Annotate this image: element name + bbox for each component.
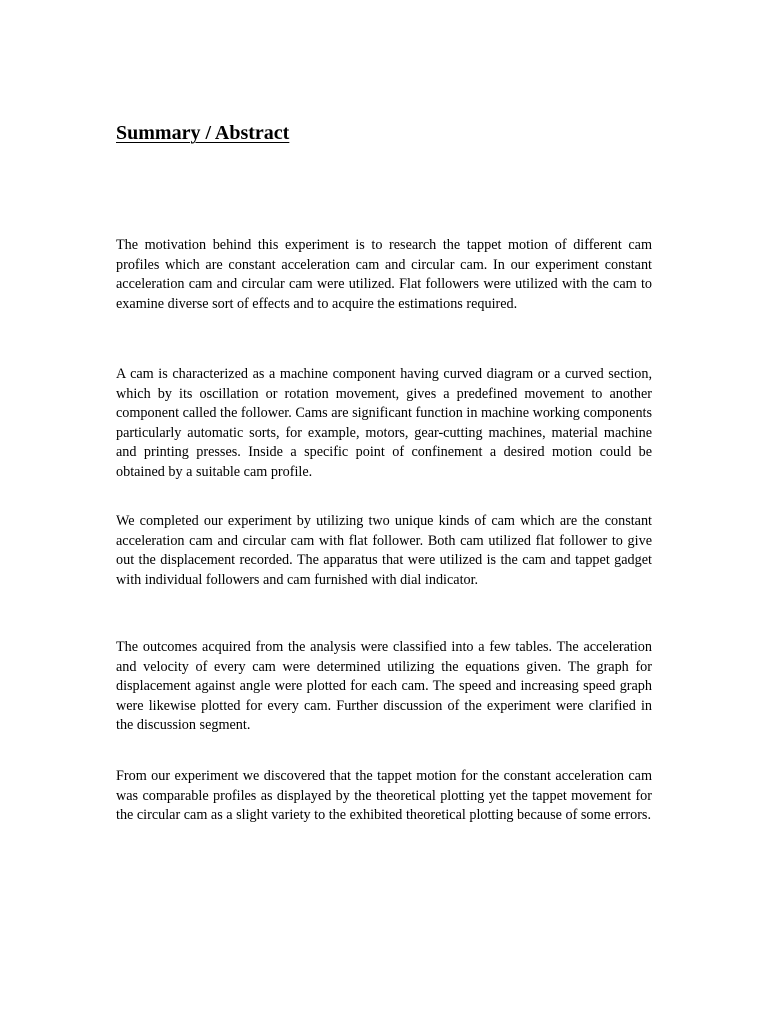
paragraph-cam-definition: A cam is characterized as a machine component having curved diagram or a curved section, which by its oscillation or rotation movement, gives a predefined movement to another component called the follower. Cams are significant function in machine working components particularly automatic sorts, for example, motors, gear-cutting machines, material machine and printing presses. Inside a specific point of confinement a desired motion could be obtained by a suitable cam profile. <box>116 366 652 480</box>
paragraph-outcomes: The outcomes acquired from the analysis were classified into a few tables. The acceleration and velocity of every cam were determined utilizing the equations given. The graph for displacement against angle were plotted for each cam. The speed and increasing speed graph were likewise plotted for every cam. Further discussion of the experiment were clarified in the discussion segment. <box>116 639 652 734</box>
page-title: Summary / Abstract <box>116 122 290 144</box>
paragraph-method: We completed our experiment by utilizing two unique kinds of cam which are the constant acceleration cam and circular cam with flat follower. Both cam utilized flat follower to give out the displacement recorded. The apparatus that were utilized is the cam and tappet gadget with individual followers and cam furnished with dial indicator. <box>116 513 652 588</box>
paragraph-conclusion: From our experiment we discovered that the tappet motion for the constant acceleration cam was comparable profiles as displayed by the theoretical plotting yet the tappet movement for the circular cam as a slight variety to the exhibited theoretical plotting because of some errors. <box>116 768 652 824</box>
paragraph-motivation: The motivation behind this experiment is to research the tappet motion of different cam profiles which are constant acceleration cam and circular cam. In our experiment constant acceleration cam and circular cam were utilized. Flat followers were utilized with the cam to examine diverse sort of effects and to acquire the estimations required. <box>116 237 652 312</box>
